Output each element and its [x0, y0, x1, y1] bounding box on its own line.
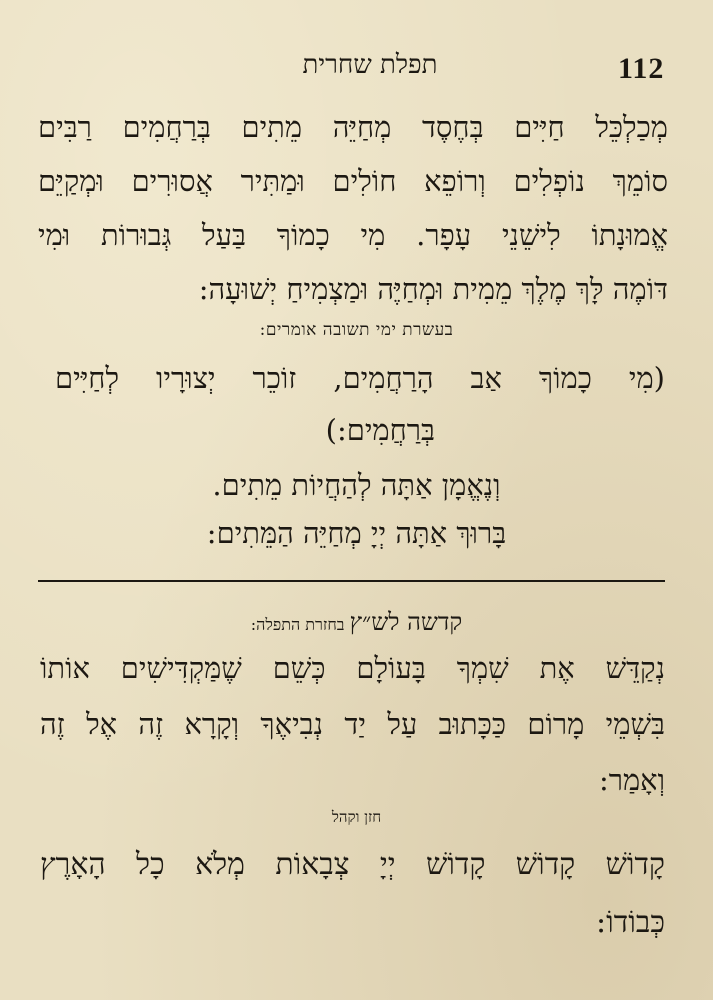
kedusha-paragraph	[40, 640, 665, 808]
main-paragraph	[38, 100, 668, 316]
text-line: וְאָמַר:	[598, 763, 665, 797]
kedusha-heading	[0, 608, 713, 637]
text-line: סוֹמֵךְ נוֹפְלִים וְרוֹפֵא חוֹלִים וּמַתִּיר אֲסוּרִים וּמְקַיֵּם	[38, 164, 668, 198]
ten-days-note: בעשרת ימי תשובה אומרים:	[259, 320, 454, 340]
text-line: (מִי כָמוֹךָ אַב הָרַחֲמִים, זוֹכֵר יְצוּרָיו לְחַיִּים	[55, 361, 665, 395]
ten-days-insert	[55, 352, 665, 456]
page-header	[40, 50, 665, 90]
text-line: אֱמוּנָתוֹ לִישֵׁנֵי עָפָר. מִי כָמוֹךָ בַּעַל גְּבוּרוֹת וּמִי	[38, 218, 668, 252]
text-line: כְּבוֹדוֹ:	[595, 905, 665, 940]
chazan-note: חזן וקהל	[331, 808, 382, 826]
closing-line: וְנֶאֱמָן אַתָּה לְהַחֲיוֹת מֵתִים.	[212, 468, 501, 502]
blessing-line: בָּרוּךְ אַתָּה יְיָ מְחַיֵּה הַמֵּתִים:	[206, 516, 507, 550]
text-line: מְכַלְכֵּל חַיִּים בְּחֶסֶד מְחַיֵּה מֵתִים בְּרַחֲמִים רַבִּים	[38, 110, 668, 144]
text-line: קָדוֹשׁ קָדוֹשׁ קָדוֹשׁ יְיָ צְבָאוֹת מְלֹא כָל הָאָרֶץ	[40, 847, 665, 882]
page-title: תפלת שחרית	[302, 50, 438, 80]
text-line: דּוֹמֶה לָּךְ מֶלֶךְ מֵמִית וּמְחַיֶּה וּמַצְמִיחַ יְשׁוּעָה:	[198, 272, 668, 306]
page-number: 112	[618, 52, 665, 85]
kedusha-heading-main: קדשה לש״ץ	[349, 608, 463, 636]
text-line: בְּרַחֲמִים:)	[325, 413, 435, 447]
text-line: נְקַדֵּשׁ אֶת שִׁמְךָ בָּעוֹלָם כְּשֵׁם שֶׁמַּקְדִּישִׁים אוֹתוֹ	[40, 651, 665, 685]
section-divider	[38, 580, 665, 582]
text-line: בִּשְׁמֵי מָרוֹם כַּכָּתוּב עַל יַד נְבִיאֶךָ וְקָרָא זֶה אֶל זֶה	[40, 707, 665, 741]
kedusha-heading-sub: בחזרת התפלה:	[250, 615, 345, 634]
kadosh-paragraph	[40, 836, 665, 952]
